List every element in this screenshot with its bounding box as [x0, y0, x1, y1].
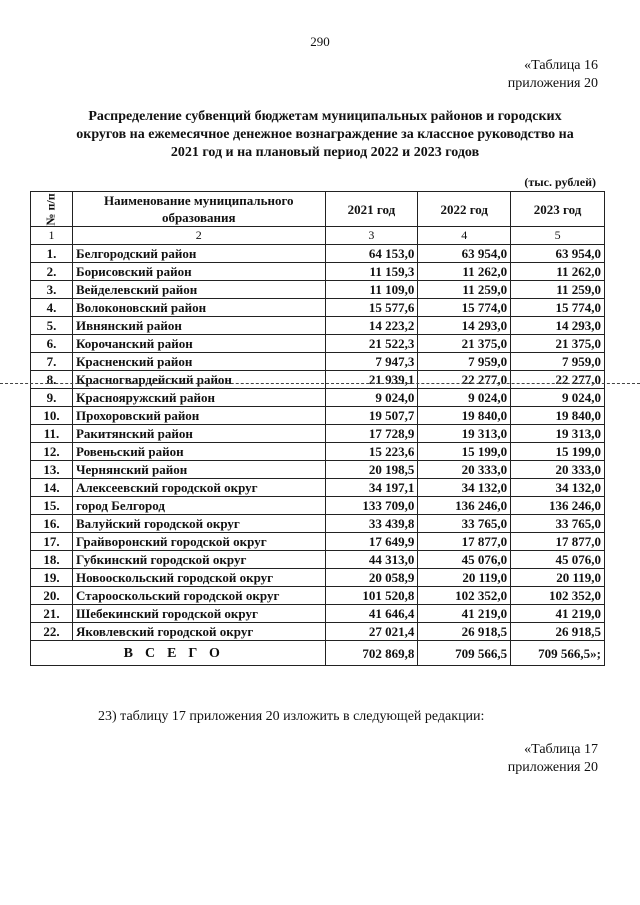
municipality-name: Белгородский район — [72, 245, 325, 263]
table-row — [31, 425, 605, 443]
value-2023: 63 954,0 — [511, 245, 605, 263]
row-number: 2. — [31, 263, 73, 281]
row-number: 1. — [31, 245, 73, 263]
table-row — [31, 587, 605, 605]
value-2023: 14 293,0 — [511, 317, 605, 335]
row-number: 3. — [31, 281, 73, 299]
table-row — [31, 281, 605, 299]
header-name: Наименование муниципального образования — [72, 192, 325, 227]
row-number: 12. — [31, 443, 73, 461]
value-2022: 102 352,0 — [418, 587, 511, 605]
row-number: 21. — [31, 605, 73, 623]
municipality-name: Прохоровский район — [72, 407, 325, 425]
municipality-name: Вейделевский район — [72, 281, 325, 299]
value-2023: 20 119,0 — [511, 569, 605, 587]
municipality-name: Старооскольский городской округ — [72, 587, 325, 605]
value-2022: 11 259,0 — [418, 281, 511, 299]
row-number: 20. — [31, 587, 73, 605]
municipality-name: Красненский район — [72, 353, 325, 371]
value-2022: 41 219,0 — [418, 605, 511, 623]
row-number: 16. — [31, 515, 73, 533]
column-number: 5 — [511, 227, 605, 245]
value-2021: 17 649,9 — [325, 533, 418, 551]
value-2021: 21 939,1 — [325, 371, 418, 389]
value-2021: 17 728,9 — [325, 425, 418, 443]
value-2023: 11 262,0 — [511, 263, 605, 281]
value-2021: 19 507,7 — [325, 407, 418, 425]
row-number: 8. — [31, 371, 73, 389]
value-2022: 20 333,0 — [418, 461, 511, 479]
table-row — [31, 533, 605, 551]
value-2022: 34 132,0 — [418, 479, 511, 497]
row-number: 18. — [31, 551, 73, 569]
total-label: ВСЕГО — [31, 641, 326, 666]
municipality-name: Ивнянский район — [72, 317, 325, 335]
header-num: № п/п — [31, 192, 73, 227]
value-2022: 33 765,0 — [418, 515, 511, 533]
value-2023: 34 132,0 — [511, 479, 605, 497]
table-row — [31, 479, 605, 497]
table-row — [31, 299, 605, 317]
table-row — [31, 497, 605, 515]
municipality-name: Алексеевский городской округ — [72, 479, 325, 497]
value-2023: 7 959,0 — [511, 353, 605, 371]
table-reference-line2: приложения 20 — [507, 76, 598, 91]
value-2023: 9 024,0 — [511, 389, 605, 407]
header-2022: 2022 год — [418, 192, 511, 227]
value-2021: 41 646,4 — [325, 605, 418, 623]
value-2021: 44 313,0 — [325, 551, 418, 569]
municipality-name: Новооскольский городской округ — [72, 569, 325, 587]
table-row — [31, 461, 605, 479]
value-2022: 22 277,0 — [418, 371, 511, 389]
value-2021: 15 577,6 — [325, 299, 418, 317]
municipality-name: Яковлевский городской округ — [72, 623, 325, 641]
table-row — [31, 569, 605, 587]
next-table-reference-line1: «Таблица 17 — [524, 742, 598, 757]
value-2021: 64 153,0 — [325, 245, 418, 263]
row-number: 17. — [31, 533, 73, 551]
municipality-name: Борисовский район — [72, 263, 325, 281]
value-2021: 11 109,0 — [325, 281, 418, 299]
municipality-name: Красногвардейский район — [72, 371, 325, 389]
value-2023: 102 352,0 — [511, 587, 605, 605]
value-2021: 11 159,3 — [325, 263, 418, 281]
table-row — [31, 389, 605, 407]
value-2022: 21 375,0 — [418, 335, 511, 353]
value-2022: 26 918,5 — [418, 623, 511, 641]
municipality-name: Чернянский район — [72, 461, 325, 479]
title-line2: округов на ежемесячное денежное вознаграждение за классное руководство на — [76, 127, 574, 142]
municipality-name: Волоконовский район — [72, 299, 325, 317]
amendment-instruction: 23) таблицу 17 приложения 20 изложить в следующей редакции: — [98, 709, 485, 724]
row-number: 7. — [31, 353, 73, 371]
value-2023: 19 313,0 — [511, 425, 605, 443]
value-2023: 22 277,0 — [511, 371, 605, 389]
next-table-reference — [508, 741, 598, 777]
value-2023: 17 877,0 — [511, 533, 605, 551]
row-number: 6. — [31, 335, 73, 353]
table-header-row — [31, 192, 605, 227]
value-2023: 136 246,0 — [511, 497, 605, 515]
value-2022: 11 262,0 — [418, 263, 511, 281]
total-2023: 709 566,5»; — [511, 641, 605, 666]
header-2021: 2021 год — [325, 192, 418, 227]
table-row — [31, 407, 605, 425]
value-2021: 9 024,0 — [325, 389, 418, 407]
table-row — [31, 551, 605, 569]
table-row — [31, 605, 605, 623]
column-number: 1 — [31, 227, 73, 245]
total-2021: 702 869,8 — [325, 641, 418, 666]
municipality-name: Шебекинский городской округ — [72, 605, 325, 623]
value-2021: 7 947,3 — [325, 353, 418, 371]
value-2022: 20 119,0 — [418, 569, 511, 587]
row-number: 5. — [31, 317, 73, 335]
subvention-table — [30, 191, 605, 666]
value-2022: 9 024,0 — [418, 389, 511, 407]
column-number-row — [31, 227, 605, 245]
total-2022: 709 566,5 — [418, 641, 511, 666]
value-2022: 15 774,0 — [418, 299, 511, 317]
municipality-name: Ракитянский район — [72, 425, 325, 443]
value-2023: 26 918,5 — [511, 623, 605, 641]
table-row — [31, 245, 605, 263]
municipality-name: Губкинский городской округ — [72, 551, 325, 569]
table-row — [31, 515, 605, 533]
value-2021: 21 522,3 — [325, 335, 418, 353]
value-2023: 15 199,0 — [511, 443, 605, 461]
fold-line-divider — [0, 383, 640, 384]
value-2022: 136 246,0 — [418, 497, 511, 515]
value-2022: 63 954,0 — [418, 245, 511, 263]
table-row — [31, 371, 605, 389]
document-title — [30, 108, 620, 162]
row-number: 15. — [31, 497, 73, 515]
table-reference — [508, 57, 598, 93]
row-number: 13. — [31, 461, 73, 479]
column-number: 2 — [72, 227, 325, 245]
table-reference-line1: «Таблица 16 — [524, 58, 598, 73]
value-2021: 20 198,5 — [325, 461, 418, 479]
value-2023: 19 840,0 — [511, 407, 605, 425]
value-2021: 33 439,8 — [325, 515, 418, 533]
value-2022: 15 199,0 — [418, 443, 511, 461]
table-row — [31, 335, 605, 353]
row-number: 11. — [31, 425, 73, 443]
value-2023: 41 219,0 — [511, 605, 605, 623]
page-number: 290 — [310, 34, 330, 49]
value-2023: 15 774,0 — [511, 299, 605, 317]
header-2023: 2023 год — [511, 192, 605, 227]
column-number: 3 — [325, 227, 418, 245]
municipality-name: Валуйский городской округ — [72, 515, 325, 533]
row-number: 19. — [31, 569, 73, 587]
table-row — [31, 443, 605, 461]
value-2023: 20 333,0 — [511, 461, 605, 479]
municipality-name: Корочанский район — [72, 335, 325, 353]
value-2023: 33 765,0 — [511, 515, 605, 533]
value-2023: 45 076,0 — [511, 551, 605, 569]
table-row — [31, 353, 605, 371]
value-2021: 133 709,0 — [325, 497, 418, 515]
value-2022: 19 840,0 — [418, 407, 511, 425]
table-row — [31, 623, 605, 641]
title-line1: Распределение субвенций бюджетам муниципальных районов и городских — [88, 109, 562, 124]
value-2021: 101 520,8 — [325, 587, 418, 605]
row-number: 10. — [31, 407, 73, 425]
municipality-name: Краснояружский район — [72, 389, 325, 407]
total-row — [31, 641, 605, 666]
value-2021: 34 197,1 — [325, 479, 418, 497]
value-2021: 14 223,2 — [325, 317, 418, 335]
row-number: 9. — [31, 389, 73, 407]
value-2021: 27 021,4 — [325, 623, 418, 641]
value-2021: 15 223,6 — [325, 443, 418, 461]
municipality-name: город Белгород — [72, 497, 325, 515]
column-number: 4 — [418, 227, 511, 245]
value-2022: 19 313,0 — [418, 425, 511, 443]
table-row — [31, 263, 605, 281]
title-line3: 2021 год и на плановый период 2022 и 2023 годов — [170, 145, 480, 160]
municipality-name: Грайворонский городской округ — [72, 533, 325, 551]
row-number: 14. — [31, 479, 73, 497]
row-number: 4. — [31, 299, 73, 317]
next-table-reference-line2: приложения 20 — [507, 760, 598, 775]
value-2022: 7 959,0 — [418, 353, 511, 371]
value-2022: 17 877,0 — [418, 533, 511, 551]
value-2021: 20 058,9 — [325, 569, 418, 587]
table-row — [31, 317, 605, 335]
value-2022: 14 293,0 — [418, 317, 511, 335]
units-label: (тыс. рублей) — [524, 175, 596, 189]
value-2023: 11 259,0 — [511, 281, 605, 299]
municipality-name: Ровеньский район — [72, 443, 325, 461]
value-2022: 45 076,0 — [418, 551, 511, 569]
row-number: 22. — [31, 623, 73, 641]
value-2023: 21 375,0 — [511, 335, 605, 353]
